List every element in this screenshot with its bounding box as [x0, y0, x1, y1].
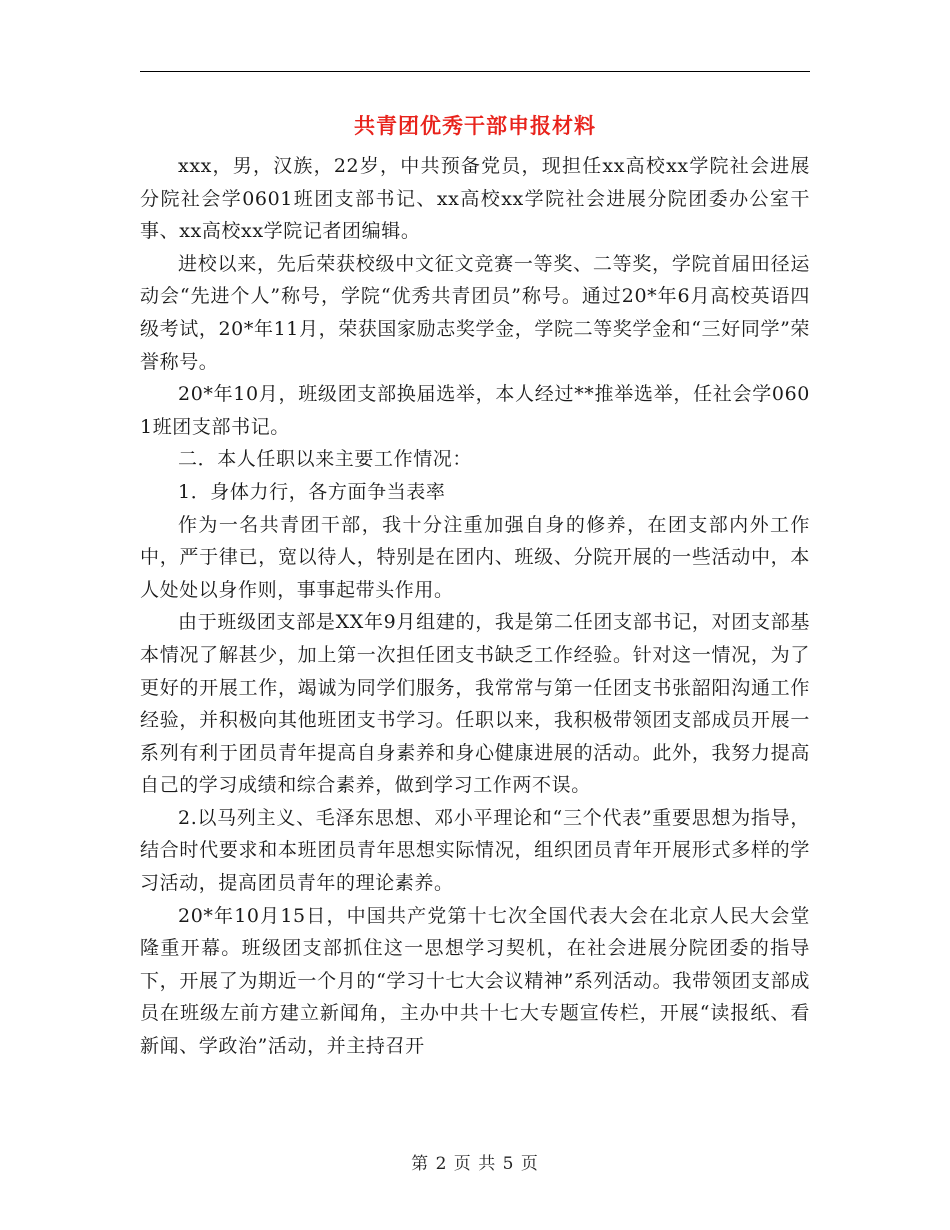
section-heading-2: 二．本人任职以来主要工作情况： [178, 448, 473, 471]
paragraph-5: 由于班级团支部是XX年9月组建的，我是第二任团支部书记，对团支部基本情况了解甚少，加上第一次担任团支书缺乏工作经验。针对这一情况，为了更好的开展工作，竭诚为同学们服务，我常常与第一任团支书张韶阳沟通工作经验，并积极向其他班团支书学习。任职以来，我积极带领团支部成员开展一系列有利于团员青年提高自身素养和身心健康进展的活动。此外，我努力提高自己的学习成绩和综合素养，做到学习工作两不误。 [140, 611, 810, 797]
paragraph-3: 20*年10月，班级团支部换届选举，本人经过**推举选举，任社会学0601班团支部书记。 [140, 383, 810, 438]
page-number-footer: 第 2 页 共 5 页 [411, 1154, 539, 1174]
paragraph-1: xxx，男，汉族，22岁，中共预备党员，现担任xx高校xx学院社会进展分院社会学0601班团支部书记、xx高校xx学院社会进展分院团委办公室干事、xx高校xx学院记者团编辑。 [140, 155, 810, 243]
paragraph-7: 20*年10月15日，中国共产党第十七次全国代表大会在北京人民大会堂隆重开幕。班级团支部抓住这一思想学习契机，在社会进展分院团委的指导下，开展了为期近一个月的“学习十七大会议精神”系列活动。我带领团支部成员在班级左前方建立新闻角，主办中共十七大专题宣传栏，开展“读报纸、看新闻、学政治”活动，并主持召开 [140, 904, 810, 1058]
header-rule [140, 71, 810, 72]
subheading-1: 1．身体力行，各方面争当表率 [178, 480, 446, 503]
document-body [140, 150, 810, 1063]
paragraph-6: 2.以马列主义、毛泽东思想、邓小平理论和“三个代表”重要思想为指导，结合时代要求和本班团员青年思想实际情况，组织团员青年开展形式多样的学习活动，提高团员青年的理论素养。 [140, 806, 810, 895]
paragraph-2: 进校以来，先后荣获校级中文征文竞赛一等奖、二等奖，学院首届田径运动会“先进个人”称号，学院“优秀共青团员”称号。通过20*年6月高校英语四级考试，20*年11月，荣获国家励志奖学金，学院二等奖学金和“三好同学”荣誉称号。 [140, 252, 810, 373]
paragraph-4: 作为一名共青团干部，我十分注重加强自身的修养，在团支部内外工作中，严于律已，宽以待人，特别是在团内、班级、分院开展的一些活动中，本人处处以身作则，事事起带头作用。 [140, 513, 810, 601]
document-title: 共青团优秀干部申报材料 [354, 114, 596, 138]
